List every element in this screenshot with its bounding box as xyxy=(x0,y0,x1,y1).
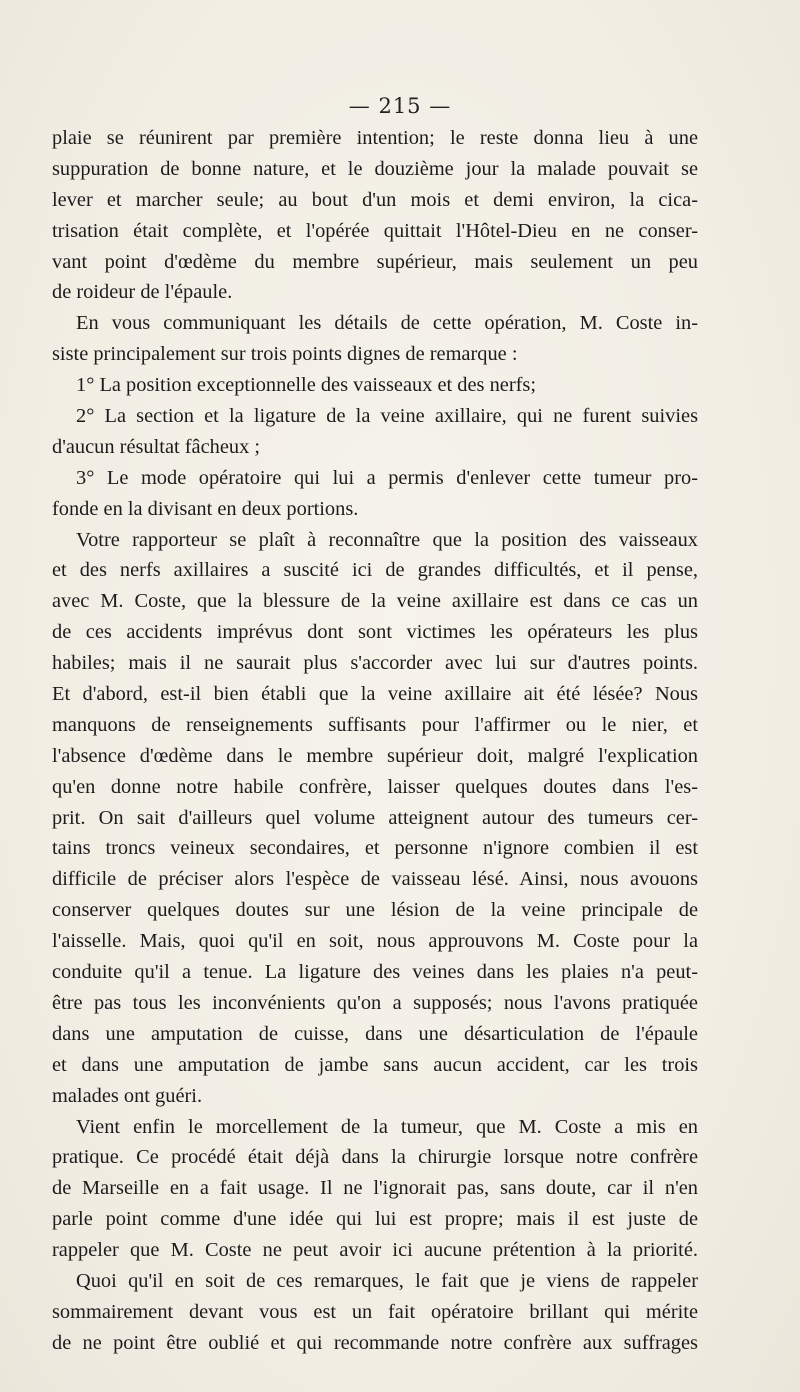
text-line: l'absence d'œdème dans le membre supérieur doit, malgré l'explication xyxy=(52,744,698,767)
text-line: tains troncs veineux secondaires, et personne n'ignore combien il est xyxy=(52,837,698,860)
text-line: suppuration de bonne nature, et le douzième jour la malade pouvait se xyxy=(52,157,698,180)
text-line: Vient enfin le morcellement de la tumeur, que M. Coste a mis en xyxy=(76,1115,698,1138)
text-line: difficile de préciser alors l'espèce de vaisseau lésé. Ainsi, nous avouons xyxy=(52,868,698,891)
text-line: fonde en la divisant en deux portions. xyxy=(52,497,359,520)
text-line: 3° Le mode opératoire qui lui a permis d'enlever cette tumeur pro- xyxy=(76,466,698,489)
text-line: Et d'abord, est-il bien établi que la veine axillaire ait été lésée? Nous xyxy=(52,683,698,706)
text-line: prit. On sait d'ailleurs quel volume atteignent autour des tumeurs cer- xyxy=(52,806,698,829)
text-line: être pas tous les inconvénients qu'on a supposés; nous l'avons pratiquée xyxy=(52,991,698,1014)
text-line: trisation était complète, et l'opérée quittait l'Hôtel-Dieu en ne conser- xyxy=(52,219,698,242)
text-line: En vous communiquant les détails de cette opération, M. Coste in- xyxy=(76,312,698,335)
text-line: lever et marcher seule; au bout d'un mois et demi environ, la cica- xyxy=(52,188,698,211)
text-line: avec M. Coste, que la blessure de la veine axillaire est dans ce cas un xyxy=(52,590,698,613)
text-line: manquons de renseignements suffisants pour l'affirmer ou le nier, et xyxy=(52,713,698,736)
text-line: vant point d'œdème du membre supérieur, mais seulement un peu xyxy=(52,250,698,273)
text-line: conserver quelques doutes sur une lésion de la veine principale de xyxy=(52,899,698,922)
text-line: rappeler que M. Coste ne peut avoir ici aucune prétention à la priorité. xyxy=(52,1239,698,1262)
text-line: parle point comme d'une idée qui lui est propre; mais il est juste de xyxy=(52,1208,698,1231)
text-line: de ces accidents imprévus dont sont victimes les opérateurs les plus xyxy=(52,621,698,644)
text-line: sommairement devant vous est un fait opératoire brillant qui mérite xyxy=(52,1300,698,1323)
text-line: plaie se réunirent par première intention; le reste donna lieu à une xyxy=(52,127,698,149)
text-line: l'aisselle. Mais, quoi qu'il en soit, nous approuvons M. Coste pour la xyxy=(52,930,698,953)
text-line: habiles; mais il ne saurait plus s'accorder avec lui sur d'autres points. xyxy=(52,652,698,675)
text-line: dans une amputation de cuisse, dans une désarticulation de l'épaule xyxy=(52,1022,698,1045)
text-line: pratique. Ce procédé était déjà dans la chirurgie lorsque notre confrère xyxy=(52,1146,698,1169)
text-line: de Marseille en a fait usage. Il ne l'ignorait pas, sans doute, car il n'en xyxy=(52,1177,698,1200)
text-line: siste principalement sur trois points dignes de remarque : xyxy=(52,343,518,366)
text-line: et dans une amputation de jambe sans aucun accident, car les trois xyxy=(52,1053,698,1076)
text-line: et des nerfs axillaires a suscité ici de grandes difficultés, et il pense, xyxy=(52,559,698,582)
text-line: Quoi qu'il en soit de ces remarques, le fait que je viens de rappeler xyxy=(76,1269,698,1292)
text-line: de roideur de l'épaule. xyxy=(52,281,233,304)
page-number: — 215 — xyxy=(348,94,452,118)
text-line: de ne point être oublié et qui recommande notre confrère aux suffrages xyxy=(52,1331,698,1354)
text-line: malades ont guéri. xyxy=(52,1084,203,1107)
body-text xyxy=(52,123,698,1359)
text-line: 1° La position exceptionnelle des vaisseaux et des nerfs; xyxy=(76,374,537,397)
text-line: d'aucun résultat fâcheux ; xyxy=(52,435,261,458)
text-line: conduite qu'il a tenue. La ligature des veines dans les plaies n'a peut- xyxy=(52,961,698,984)
text-line: 2° La section et la ligature de la veine axillaire, qui ne furent suivies xyxy=(76,405,698,428)
text-line: qu'en donne notre habile confrère, laisser quelques doutes dans l'es- xyxy=(52,775,698,798)
text-line: Votre rapporteur se plaît à reconnaître que la position des vaisseaux xyxy=(76,528,698,551)
